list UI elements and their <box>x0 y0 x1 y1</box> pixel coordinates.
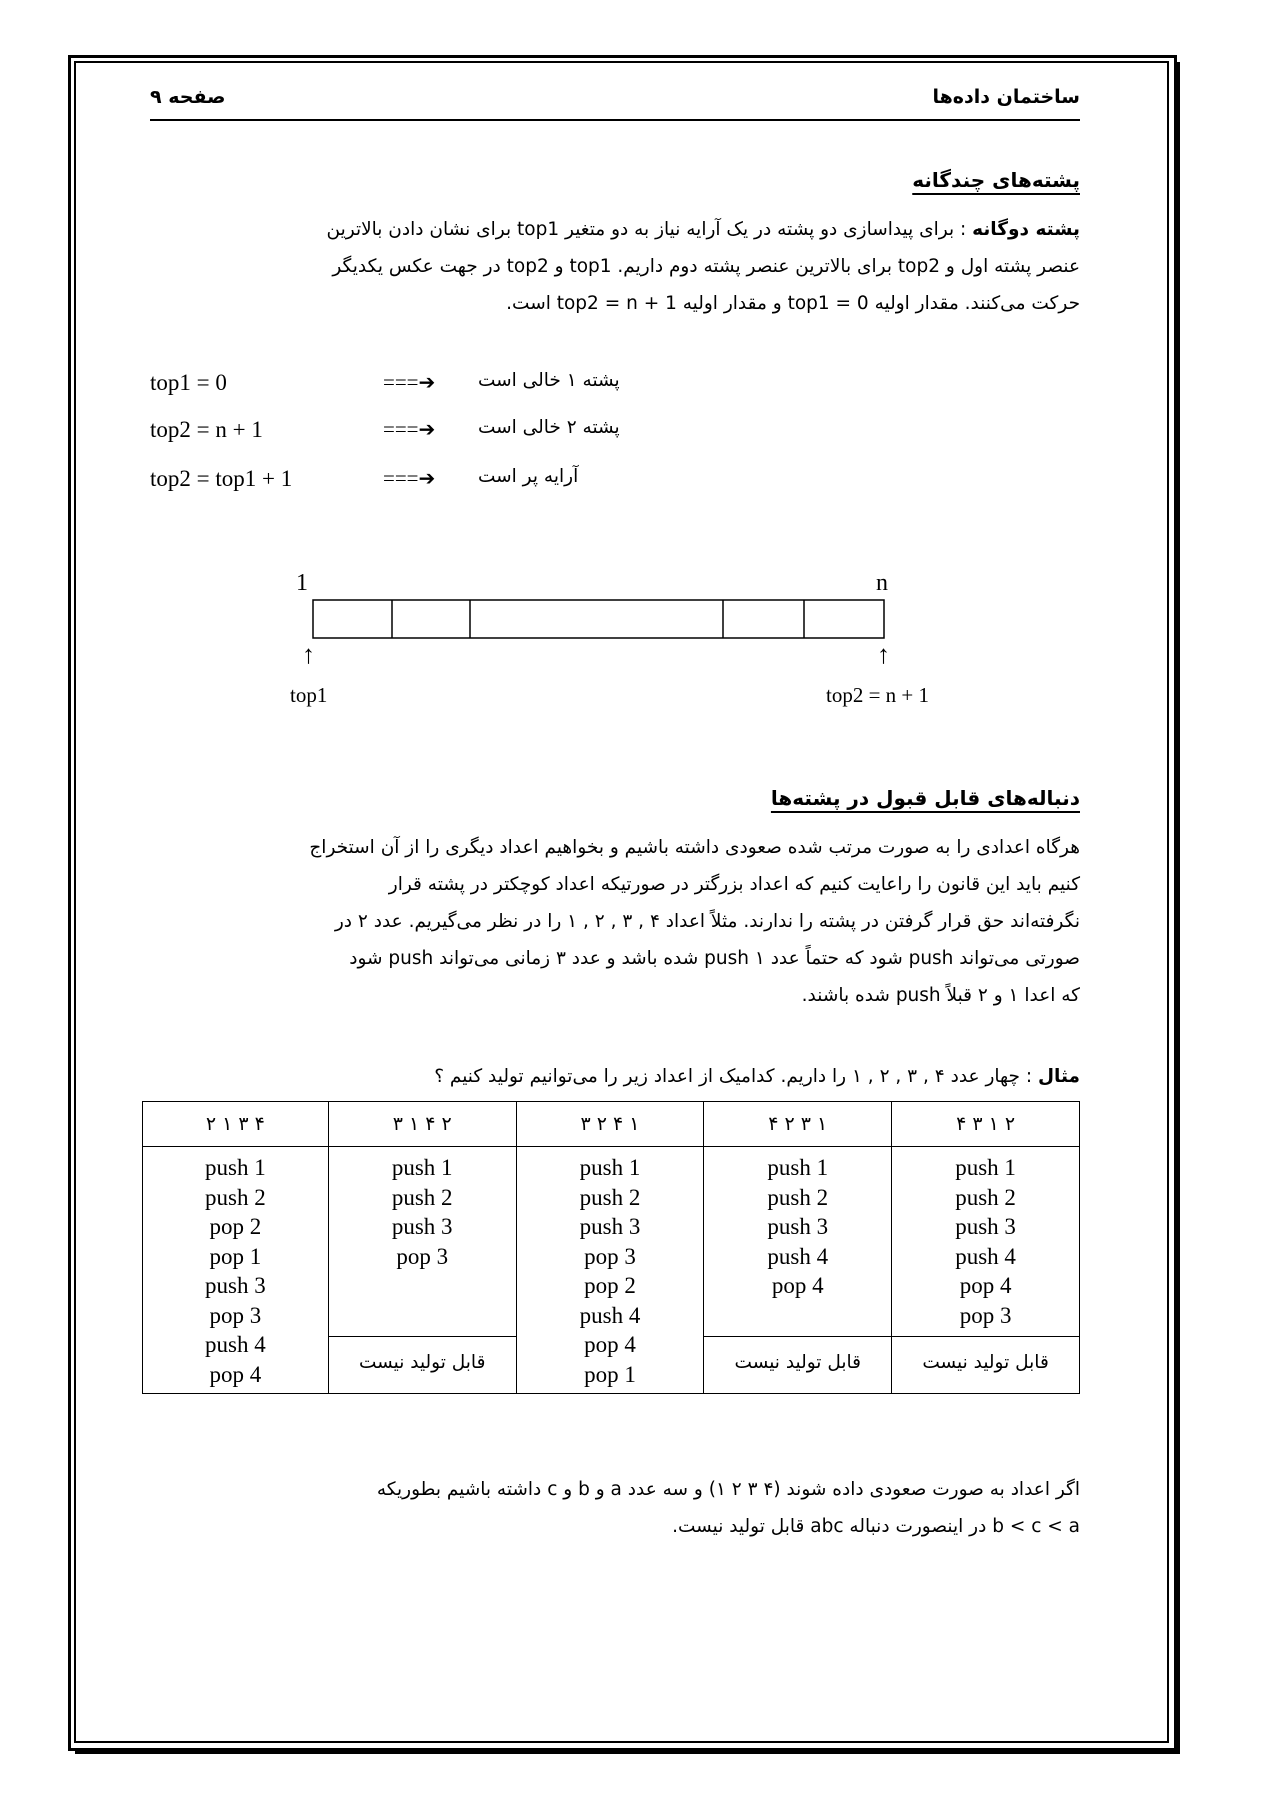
example-text: : چهار عدد ۴ , ۳ , ۲ , ۱ را داریم. کدامیک از اعداد زیر را می‌توانیم تولید کنیم ؟ <box>434 1066 1038 1087</box>
stack-step: pop 2 <box>584 1273 636 1298</box>
stack-step: push 1 <box>955 1155 1016 1180</box>
stack-step: push 4 <box>205 1332 266 1357</box>
term-double-stack: پشته دوگانه <box>972 219 1080 240</box>
stack-step: push 1 <box>391 1155 453 1180</box>
not-producible-label: قابل تولید نیست <box>704 1336 891 1393</box>
stack-step: pop 1 <box>584 1361 636 1387</box>
section-title-multiple-stacks: پشته‌های چندگانه <box>912 168 1080 192</box>
stack-step: pop 4 <box>771 1273 824 1298</box>
closing-line-1: اگر اعداد به صورت صعودی داده شوند (۴ ۳ ۲ ۱) و سه عدد a و b و c داشته باشیم بطوریکه <box>376 1479 1080 1500</box>
stack-step: pop 1 <box>209 1243 262 1269</box>
example-label: مثال <box>1037 1066 1080 1087</box>
stack-step: push 1 <box>767 1155 829 1180</box>
stack-step: pop 4 <box>584 1332 636 1357</box>
stack-step: push 1 <box>579 1155 641 1180</box>
array-right-index: n <box>876 570 888 596</box>
stack-step: push 3 <box>767 1214 829 1239</box>
condition-desc-2: پشته ۲ خالی است <box>478 417 620 438</box>
condition-arrow-1 <box>383 370 435 395</box>
condition-arrow-3-dashes: === <box>383 466 419 490</box>
condition-arrow-1-dashes: === <box>383 370 419 394</box>
sequence-cell <box>704 1147 892 1394</box>
section2-line-3: نگرفته‌اند حق قرار گرفتن در پشته را ندارند. مثلاً اعداد ۴ , ۳ , ۲ , ۱ را در نظر می‌گیریم. عدد ۲ در <box>334 911 1080 932</box>
stack-step: pop 3 <box>584 1243 636 1269</box>
not-producible-label: قابل تولید نیست <box>329 1336 516 1393</box>
top2-pointer-label: top2 = n + 1 <box>826 683 930 707</box>
condition-desc-3: آرایه پر است <box>478 466 579 487</box>
stack-step: push 4 <box>767 1243 829 1269</box>
condition-formula-1: top1 = 0 <box>150 370 227 395</box>
section2-line-1: هرگاه اعدادی را به صورت مرتب شده صعودی داشته باشیم و بخواهیم اعداد دیگری را از آن استخراج <box>309 837 1080 858</box>
section-title-acceptable-sequences: دنباله‌های قابل قبول در پشته‌ها <box>770 786 1080 810</box>
page-number: صفحه ۹ <box>150 86 226 108</box>
sequences-table <box>142 1101 1080 1394</box>
stack-step: push 3 <box>205 1273 266 1298</box>
column-header: ۳ ۲ ۴ ۱ <box>516 1102 704 1147</box>
stack-step: pop 3 <box>959 1302 1012 1328</box>
stack-step: push 2 <box>767 1184 829 1210</box>
right-arrow-icon: ➔ <box>418 370 436 394</box>
example-line <box>434 1066 1080 1087</box>
top1-pointer-label: top1 <box>290 683 328 707</box>
header-rule <box>150 119 1080 121</box>
condition-formula-3: top2 = top1 + 1 <box>150 466 293 491</box>
stack-step: push 3 <box>579 1214 641 1239</box>
stack-step: pop 4 <box>959 1273 1012 1298</box>
section1-paragraph <box>145 211 1080 322</box>
sequence-cell <box>328 1147 516 1394</box>
section2-line-4: صورتی می‌تواند push شود که حتماً عدد ۱ push شده باشد و عدد ۳ زمانی می‌تواند push شود <box>349 948 1080 969</box>
section2-paragraph <box>145 829 1080 1014</box>
array-left-index: 1 <box>296 570 308 596</box>
column-header: ۴ ۲ ۳ ۱ <box>704 1102 892 1147</box>
up-arrow-icon: ↑ <box>302 640 315 669</box>
stack-step: push 2 <box>955 1184 1016 1210</box>
column-header: ۴ ۳ ۱ ۲ <box>892 1102 1080 1147</box>
condition-arrow-3 <box>383 466 435 491</box>
stack-step: push 4 <box>955 1243 1016 1269</box>
stack-step: push 1 <box>205 1155 266 1180</box>
up-arrow-icon: ↑ <box>877 640 890 669</box>
section1-line-2: عنصر پشته اول و top2 برای بالاترین عنصر پشته دوم داریم. top1 و top2 در جهت عکس یکدیگر <box>332 256 1080 277</box>
not-producible-label: قابل تولید نیست <box>892 1336 1079 1393</box>
stack-step: push 2 <box>391 1184 453 1210</box>
sequence-cell <box>516 1147 704 1394</box>
stack-step: pop 4 <box>209 1361 262 1387</box>
sequence-cell <box>892 1147 1080 1394</box>
closing-paragraph <box>145 1471 1080 1545</box>
table-header-row <box>143 1102 1080 1147</box>
table-row <box>143 1147 1080 1394</box>
right-arrow-icon: ➔ <box>418 417 436 441</box>
array-diagram <box>310 598 890 643</box>
stack-step: pop 3 <box>209 1302 262 1328</box>
running-header-title: ساختمان داده‌ها <box>932 86 1080 108</box>
closing-line-2: b < c < a در اینصورت دنباله abc قابل تولید نیست. <box>672 1516 1080 1537</box>
right-arrow-icon: ➔ <box>418 466 436 490</box>
condition-desc-1: پشته ۱ خالی است <box>478 370 620 391</box>
condition-formula-2: top2 = n + 1 <box>150 417 263 442</box>
section1-line-1-text: : برای پیداسازی دو پشته در یک آرایه نیاز به دو متغیر top1 برای نشان دادن بالاترین <box>326 219 973 240</box>
section2-line-2: کنیم باید این قانون را راعایت کنیم که اعداد بزرگتر در صورتیکه اعداد کوچکتر در پشته قرار <box>388 874 1080 895</box>
stack-step: push 2 <box>579 1184 641 1210</box>
section1-line-1 <box>145 211 1080 248</box>
stack-step: push 3 <box>391 1214 453 1239</box>
section2-line-5: که اعدا ۱ و ۲ قبلاً push شده باشند. <box>801 985 1080 1006</box>
column-header: ۳ ۱ ۴ ۲ <box>328 1102 516 1147</box>
sequence-cell <box>143 1147 329 1394</box>
section1-line-3: حرکت می‌کنند. مقدار اولیه top1 = 0 و مقدار اولیه top2 = n + 1 است. <box>506 293 1080 314</box>
condition-arrow-2-dashes: === <box>383 417 419 441</box>
column-header: ۲ ۱ ۳ ۴ <box>143 1102 329 1147</box>
stack-step: push 3 <box>955 1214 1016 1239</box>
stack-step: push 4 <box>579 1302 641 1328</box>
condition-arrow-2 <box>383 417 435 442</box>
stack-step: pop 3 <box>396 1243 449 1269</box>
stack-step: pop 2 <box>209 1214 262 1239</box>
stack-step: push 2 <box>205 1184 266 1210</box>
array-outline <box>313 600 884 638</box>
